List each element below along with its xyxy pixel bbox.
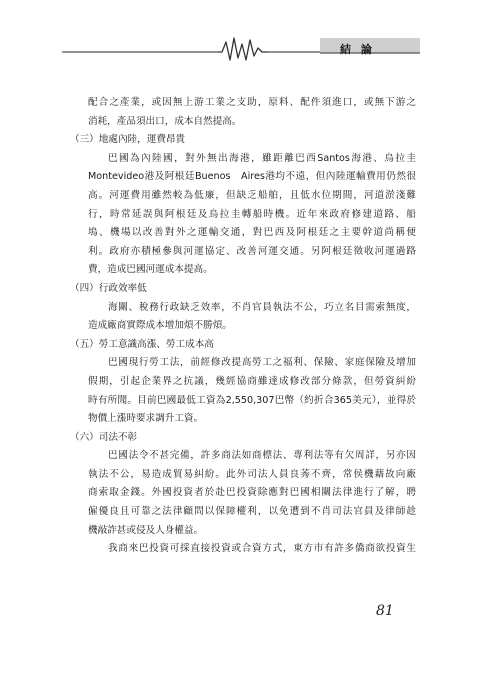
text-line: 巴國為內陸國，對外無出海港，雖距離巴西Santos海港、烏拉圭 — [108, 152, 416, 164]
text-line: 利。政府亦積極參與河運協定、改善河運交通。另阿根廷徵收河運過路 — [88, 245, 416, 257]
text-line: 費，造成巴國河運成本提高。 — [88, 264, 213, 276]
header-rule-waveform — [0, 28, 480, 64]
text-line: 消耗，產品須出口，成本自然提高。 — [88, 115, 242, 127]
text-line: 造成廠商實際成本增加煩不勝煩。 — [88, 320, 232, 332]
text-line: 時有所聞。目前巴國最低工資為2,550,307巴幣（約折合365美元），並得於 — [88, 394, 416, 406]
body-text — [70, 94, 416, 559]
page-number: 81 — [376, 603, 394, 619]
text-line: Montevideo港及阿根廷Buenos Aires港均不遠，但內陸運輸費用仍然很 — [88, 171, 416, 183]
running-header — [0, 28, 480, 64]
text-line: 海關、稅務行政缺乏效率，不肖官員執法不公，巧立名目需索無度， — [108, 301, 416, 313]
text-line: 行，時常延誤與阿根廷及烏拉圭轉船時機。近年來政府修建道路、船 — [88, 208, 416, 220]
text-line: 高。河運費用雖然較為低廉，但缺乏船舶，且低水位期間，河道淤淺難 — [88, 189, 416, 201]
section-heading: （六）司法不彰 — [70, 431, 138, 443]
text-line: 巴國現行勞工法，前經修改提高勞工之福利、保險、家庭保險及增加 — [108, 357, 416, 369]
text-line: 商索取金錢。外國投資者於赴巴投資除應對巴國相關法律進行了解，聘 — [88, 487, 416, 499]
text-line: 我商來巴投資可採直接投資或合資方式，東方市有許多僑商欲投資生 — [108, 543, 416, 555]
text-line: 假期，引起企業界之抗議，幾經協商雖達成修改部分條款，但勞資糾紛 — [88, 375, 416, 387]
text-line: 塢、機場以改善對外之運輸交通，對巴西及阿根廷之主要幹道尚稱便 — [88, 227, 416, 239]
text-line: 機敲詐甚或侵及人身權益。 — [88, 524, 204, 536]
text-line: 巴國法令不甚完備，許多商法如商標法、專利法等有欠周詳，另亦因 — [108, 450, 416, 462]
section-heading: （四）行政效率低 — [70, 282, 147, 294]
text-line: 僱優良且可靠之法律顧問以保障權利，以免遭到不肖司法官員及律師趁 — [88, 506, 416, 518]
text-line: 執法不公，易造成貿易糾紛。此外司法人員良莠不齊，常侯機藉故向廠 — [88, 468, 416, 480]
text-line: 物價上漲時要求調升工資。 — [88, 413, 204, 425]
section-heading: （五）勞工意識高漲、勞工成本高 — [70, 338, 214, 350]
text-line: 配合之產業，或因無上游工業之支助，原料、配件須進口，或無下游之 — [88, 97, 416, 108]
section-heading: （三）地處內陸，運費昂貴 — [70, 134, 186, 146]
chapter-title: 結 論 — [340, 43, 375, 56]
